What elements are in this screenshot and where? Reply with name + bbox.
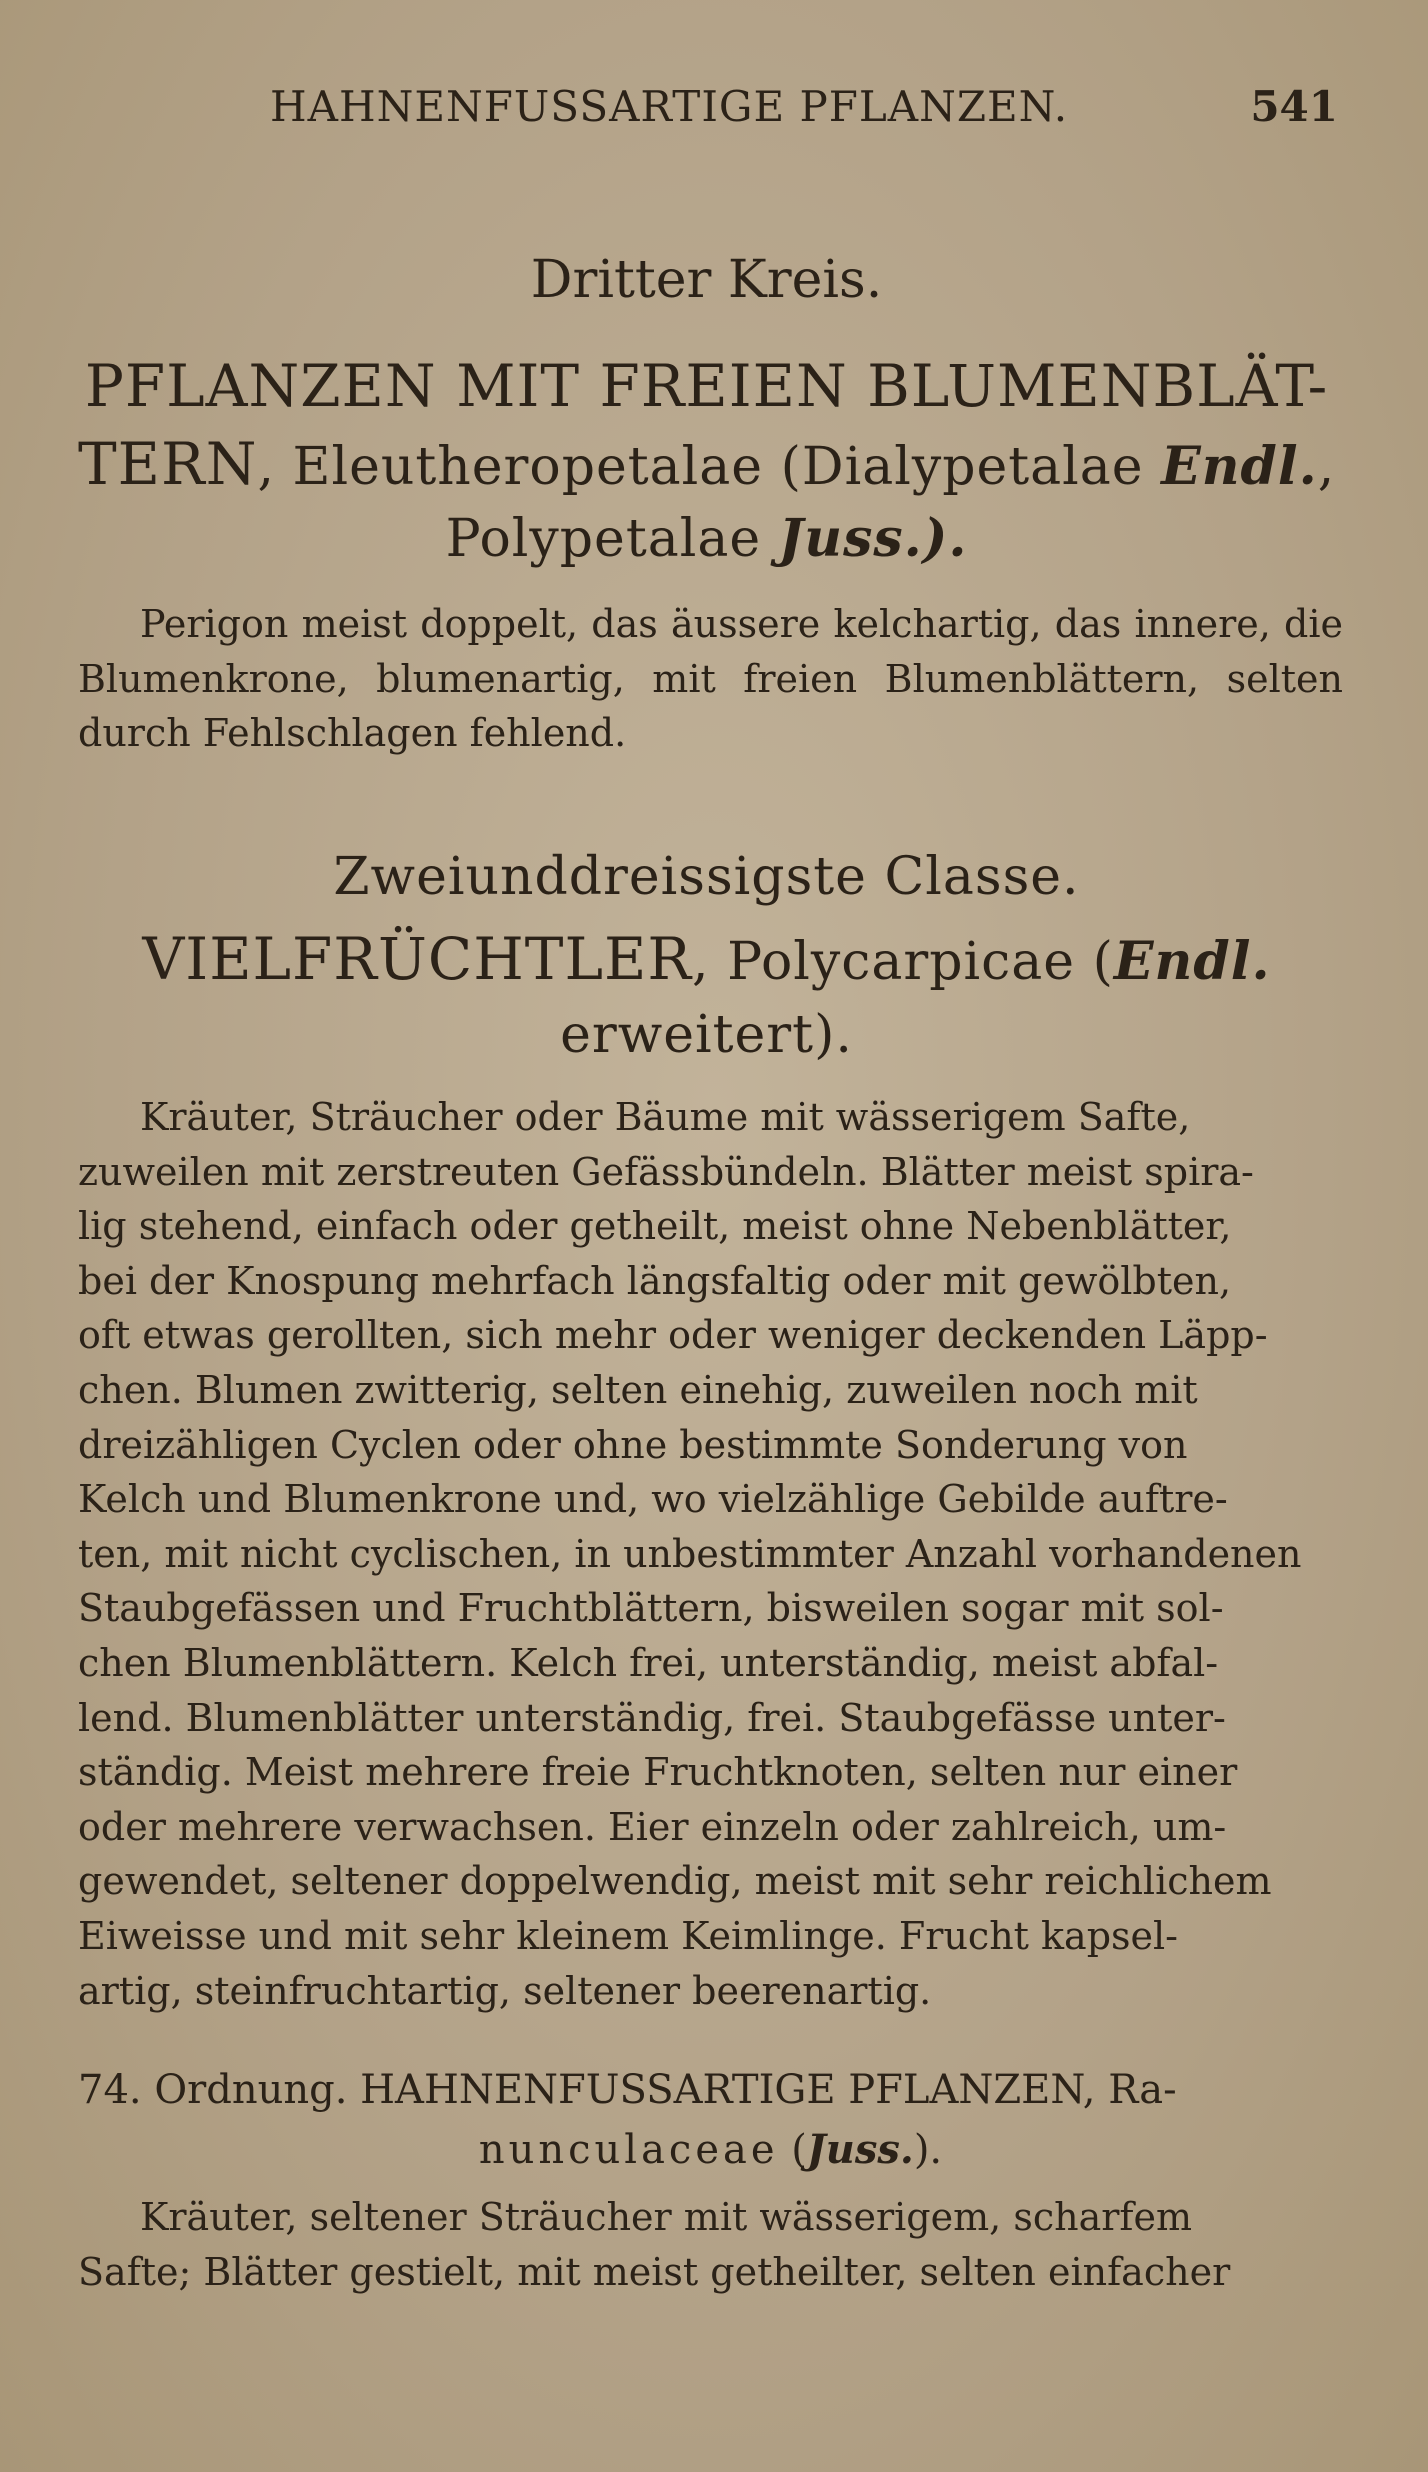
class-description-line: artig, steinfruchtartig, seltener beerenartig.: [78, 1968, 932, 2013]
class-description-line: ten, mit nicht cyclischen, in unbestimmter Anzahl vorhandenen: [78, 1531, 1302, 1576]
class-description-line: Kräuter, Sträucher oder Bäume mit wässerigem Safte,: [140, 1095, 1191, 1139]
class-title-latin: , Polycarpicae (: [692, 932, 1114, 992]
order-heading: [78, 2060, 1343, 2180]
circle-description: [78, 597, 1343, 761]
circle-title-author-juss: Juss.).: [778, 508, 968, 569]
class-description-line: zuweilen mit zerstreuten Gefässbündeln. Blätter meist spira-: [78, 1149, 1254, 1194]
class-description-line: oder mehrere verwachsen. Eier einzeln oder zahlreich, um-: [78, 1804, 1227, 1849]
circle-description-text: Perigon meist doppelt, das äussere kelchartig, das innere, die Blumenkrone, blumenartig, mit freien Blumenblättern, selten durch Fehlschlagen fehlend.: [78, 602, 1343, 756]
class-description-line: Staubgefässen und Fruchtblättern, bisweilen sogar mit sol-: [78, 1586, 1224, 1631]
order-description: [78, 2190, 1343, 2299]
circle-title-caps: TERN: [78, 430, 258, 498]
order-family-name: nunculaceae: [478, 2127, 779, 2173]
class-description-line: gewendet, seltener doppelwendig, meist mit sehr reichlichem: [78, 1859, 1272, 1904]
order-description-line: Safte; Blätter gestielt, mit meist getheilter, selten einfacher: [78, 2249, 1231, 2294]
order-paren-close: ).: [913, 2127, 943, 2173]
circle-title-line-2: [78, 430, 1343, 498]
circle-title-polypetalae: Polypetalae: [445, 509, 779, 569]
class-title-line-1: [70, 925, 1343, 993]
class-description-line: Eiweisse und mit sehr kleinem Keimlinge. Frucht kapsel-: [78, 1913, 1179, 1958]
order-number: 74. Ordnung.: [78, 2067, 361, 2113]
circle-title-latin: , Eleutheropetalae (Dialypetalae: [257, 437, 1162, 497]
class-description-line: lend. Blumenblätter unterständig, frei. Staubgefässe unter-: [78, 1695, 1226, 1740]
order-title-caps: HAHNENFUSSARTIGE PFLANZEN: [360, 2067, 1083, 2113]
class-description-line: dreizähligen Cyclen oder ohne bestimmte Sonderung von: [78, 1422, 1188, 1467]
order-title-sep: , Ra-: [1082, 2067, 1177, 2113]
order-paren-open: (: [778, 2127, 807, 2173]
class-title-caps: VIELFRÜCHTLER: [142, 925, 693, 993]
class-description-line: chen. Blumen zwitterig, selten einehig, zuweilen noch mit: [78, 1367, 1198, 1412]
circle-title-comma: ,: [1317, 437, 1336, 497]
circle-title-author-endl: Endl.: [1161, 436, 1318, 497]
class-description-line: ständig. Meist mehrere freie Fruchtknoten, selten nur einer: [78, 1750, 1238, 1795]
class-description-line: bei der Knospung mehrfach längsfaltig oder mit gewölbten,: [78, 1258, 1232, 1303]
order-heading-line-2: [78, 2120, 1343, 2180]
class-description-line: oft etwas gerollten, sich mehr oder weniger deckenden Läpp-: [78, 1313, 1268, 1358]
class-description-line: chen Blumenblättern. Kelch frei, unterständig, meist abfal-: [78, 1640, 1219, 1685]
page-number: 541: [1250, 82, 1338, 131]
circle-title-line-3: [70, 508, 1343, 569]
class-description: [78, 1090, 1343, 2018]
class-title-author: Endl.: [1113, 931, 1271, 992]
order-description-line: Kräuter, seltener Sträucher mit wässerigem, scharfem: [140, 2195, 1192, 2239]
class-title-line-2: erweitert).: [560, 1005, 853, 1065]
class-description-line: Kelch und Blumenkrone und, wo vielzählige Gebilde auftre-: [78, 1477, 1228, 1522]
circle-heading: Dritter Kreis.: [530, 250, 883, 310]
order-heading-line-1: [78, 2060, 1343, 2120]
page-header: [270, 82, 1338, 142]
class-description-line: lig stehend, einfach oder getheilt, meist ohne Nebenblätter,: [78, 1204, 1232, 1249]
class-heading: Zweiunddreissigste Classe.: [333, 847, 1080, 907]
circle-title-line-1: PFLANZEN MIT FREIEN BLUMENBLÄT-: [84, 352, 1329, 420]
order-author: Juss.: [806, 2126, 914, 2173]
running-title: HAHNENFUSSARTIGE PFLANZEN.: [270, 82, 1069, 131]
